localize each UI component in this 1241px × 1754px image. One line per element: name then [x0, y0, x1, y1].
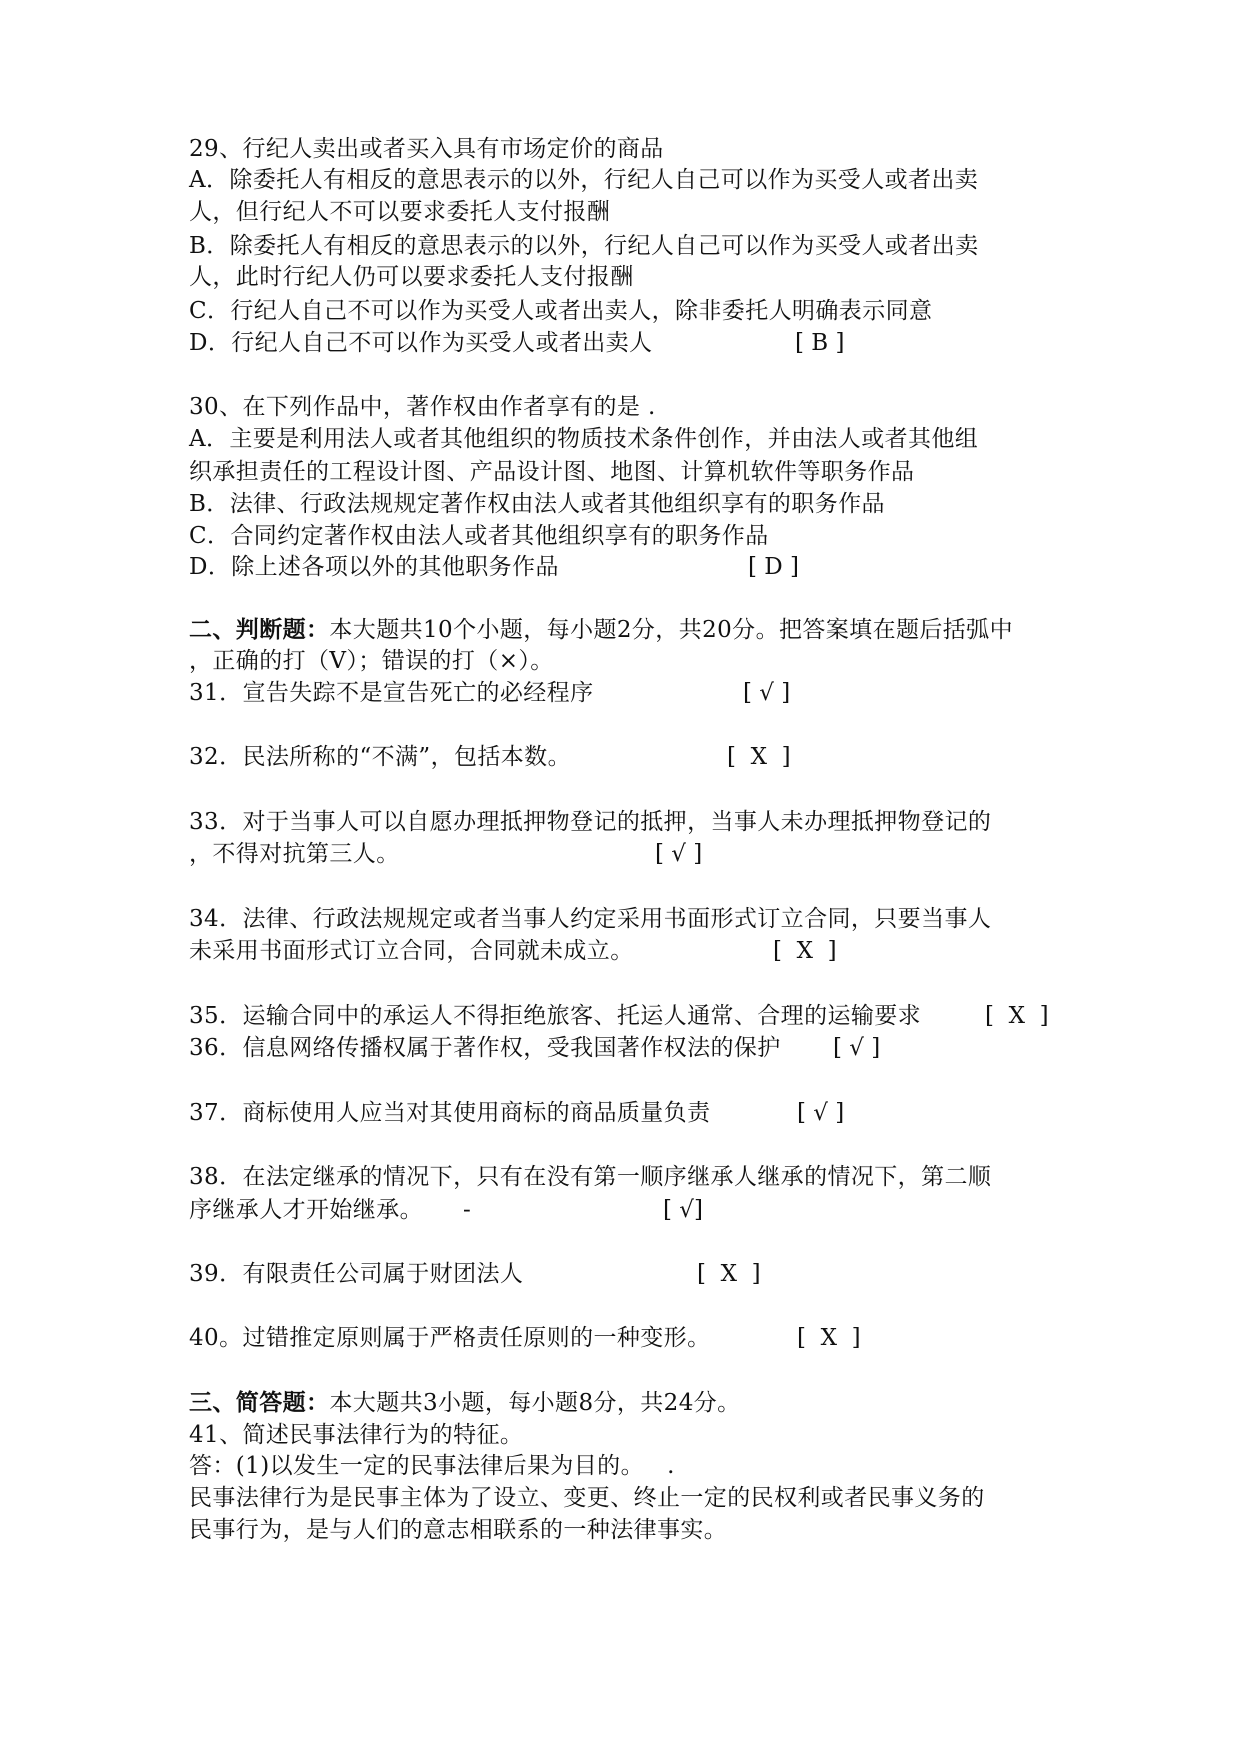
q38-text: 38．在法定继承的情况下，只有在没有第一顺序继承人继承的情况下，第二顺	[189, 1164, 992, 1190]
section2-description-cont: ，正确的打（V）；错误的打（×）。	[189, 648, 554, 674]
q29-option-a-cont: 人，但行纪人不可以要求委托人支付报酬	[189, 199, 611, 225]
q38-text-cont: 序继承人才开始继承。	[189, 1197, 423, 1223]
q37-answer: [ √ ]	[797, 1100, 845, 1126]
q36-text: 36．信息网络传播权属于著作权，受我国著作权法的保护	[189, 1035, 781, 1061]
q32-answer: [ X ]	[727, 744, 791, 770]
section2-heading-line	[189, 614, 1013, 646]
q41-answer-line3: 民事行为，是与人们的意志相联系的一种法律事实。	[189, 1517, 728, 1543]
q34-text-cont: 未采用书面形式订立合同，合同就未成立。	[189, 938, 634, 964]
section3-heading-line	[189, 1387, 741, 1419]
q29-option-b: B．除委托人有相反的意思表示的以外，行纪人自己可以作为买受人或者出卖	[189, 233, 979, 259]
q35-text: 35．运输合同中的承运人不得拒绝旅客、托运人通常、合理的运输要求	[189, 1003, 922, 1029]
q29-option-d: D．行纪人自己不可以作为买受人或者出卖人	[189, 330, 653, 356]
q31-text: 31．宣告失踪不是宣告死亡的必经程序	[189, 680, 594, 706]
q30-option-d: D．除上述各项以外的其他职务作品	[189, 554, 559, 580]
q41-answer-line2: 民事法律行为是民事主体为了设立、变更、终止一定的民权利或者民事义务的	[189, 1485, 985, 1511]
q30-stem: 30、在下列作品中，著作权由作者享有的是 .	[189, 394, 656, 420]
q41-answer-line1: 答：(1)以发生一定的民事法律后果为目的。 .	[189, 1453, 675, 1479]
section3-heading: 三、简答题：	[189, 1389, 330, 1416]
q30-option-a: A．主要是利用法人或者其他组织的物质技术条件创作，并由法人或者其他组	[189, 426, 979, 452]
q38-answer: [ √]	[663, 1197, 703, 1223]
q33-text-cont: ，不得对抗第三人。	[189, 841, 400, 867]
section2-description: 本大题共10个小题，每小题2分，共20分。把答案填在题后括弧中	[329, 617, 1013, 643]
q32-text: 32．民法所称的“不满”，包括本数。	[189, 744, 571, 770]
q39-text: 39．有限责任公司属于财团法人	[189, 1261, 524, 1287]
q36-answer: [ √ ]	[833, 1035, 881, 1061]
q39-answer: [ X ]	[697, 1261, 761, 1287]
q33-text: 33．对于当事人可以自愿办理抵押物登记的抵押，当事人未办理抵押物登记的	[189, 809, 992, 835]
section3-description: 本大题共3小题，每小题8分，共24分。	[329, 1390, 741, 1416]
q34-text: 34．法律、行政法规规定或者当事人约定采用书面形式订立合同，只要当事人	[189, 906, 992, 932]
q30-option-c: C．合同约定著作权由法人或者其他组织享有的职务作品	[189, 523, 769, 549]
q29-answer: [ B ]	[795, 330, 845, 356]
q29-option-a: A．除委托人有相反的意思表示的以外，行纪人自己可以作为买受人或者出卖	[189, 167, 979, 193]
q37-text: 37．商标使用人应当对其使用商标的商品质量负责	[189, 1100, 711, 1126]
q35-answer: [ X ]	[985, 1003, 1049, 1029]
q29-option-c: C．行纪人自己不可以作为买受人或者出卖人，除非委托人明确表示同意	[189, 298, 933, 324]
q30-option-b: B．法律、行政法规规定著作权由法人或者其他组织享有的职务作品	[189, 491, 885, 517]
q34-answer: [ X ]	[773, 938, 837, 964]
q38-dash: -	[463, 1197, 471, 1223]
q41-stem: 41、简述民事法律行为的特征。	[189, 1422, 524, 1448]
q30-answer: [ D ]	[748, 554, 800, 580]
q29-option-b-cont: 人，此时行纪人仍可以要求委托人支付报酬	[189, 264, 634, 290]
q33-answer: [ √ ]	[655, 841, 703, 867]
section2-heading: 二、判断题：	[189, 616, 330, 643]
q40-text: 40。过错推定原则属于严格责任原则的一种变形。	[189, 1325, 711, 1351]
q30-option-a-cont: 织承担责任的工程设计图、产品设计图、地图、计算机软件等职务作品	[189, 459, 915, 485]
q31-answer: [ √ ]	[743, 680, 791, 706]
q29-stem: 29、行纪人卖出或者买入具有市场定价的商品	[189, 136, 664, 162]
q40-answer: [ X ]	[797, 1325, 861, 1351]
